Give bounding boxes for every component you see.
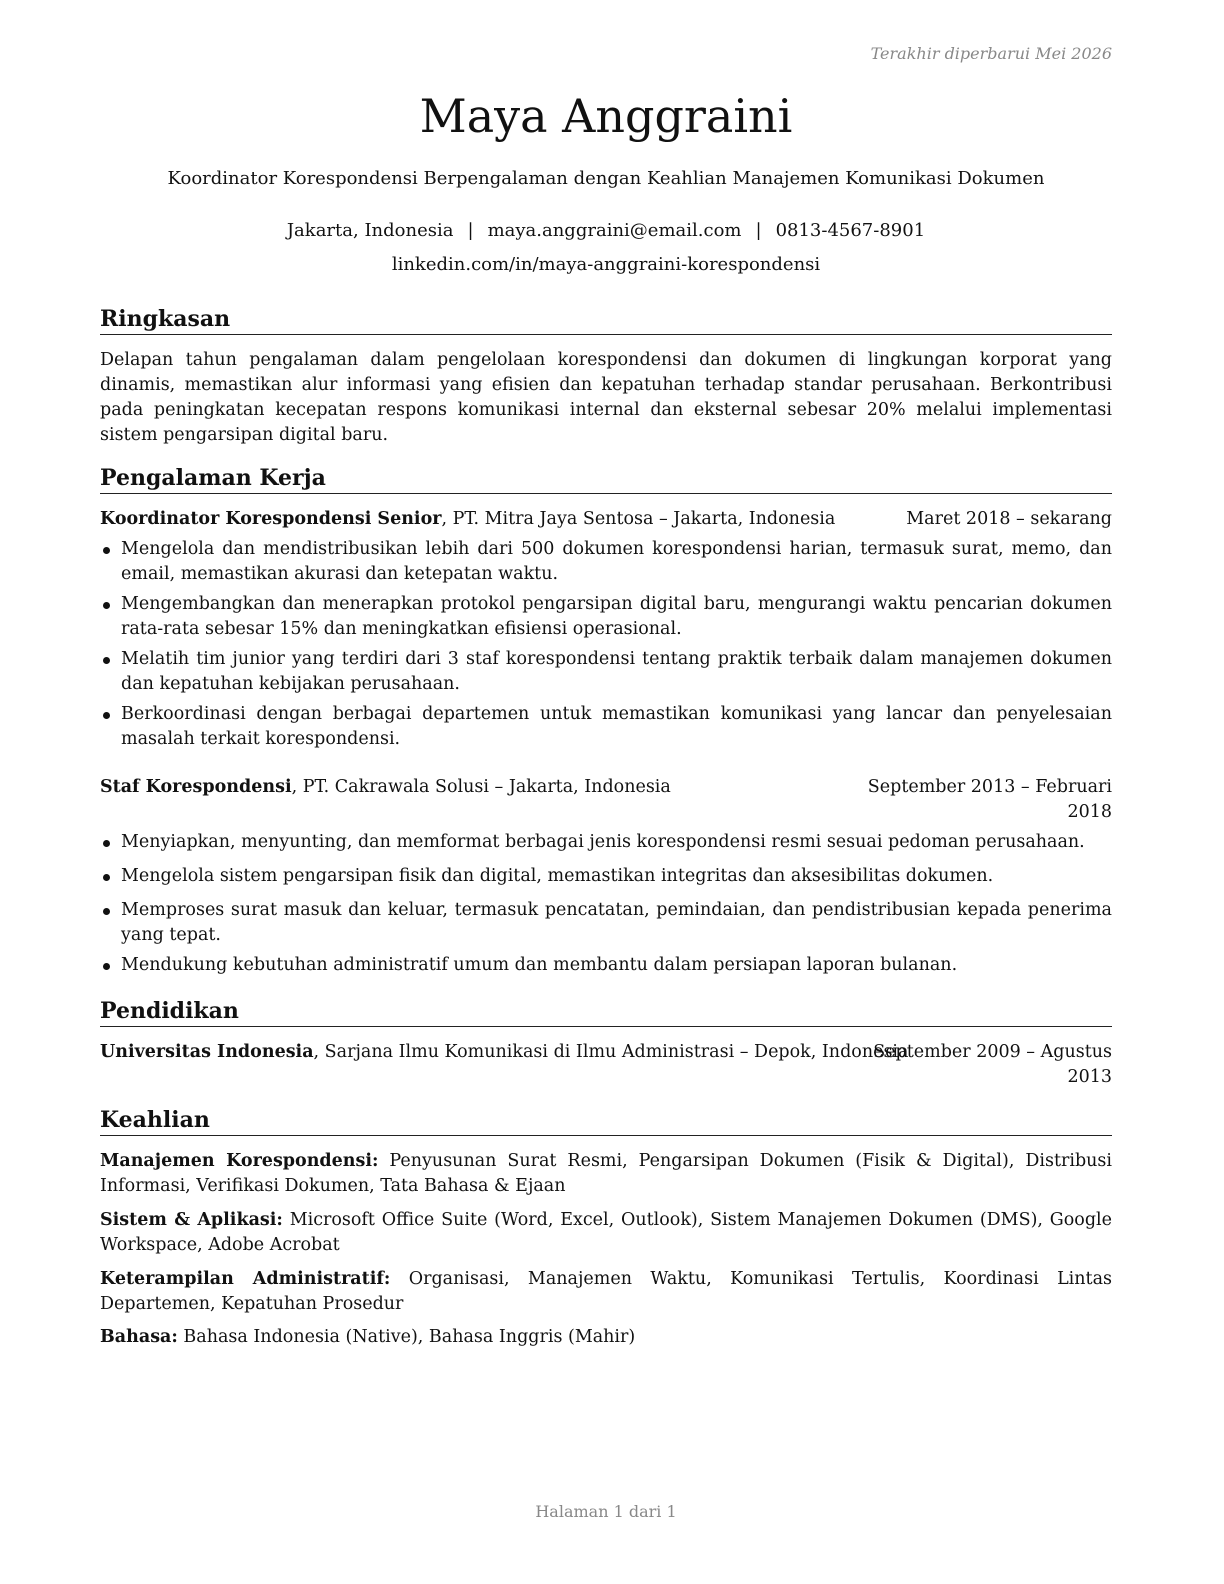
skill-value: Organisasi, Manajemen Waktu, Komunikasi Tertulis, Koordinasi Lintas Departemen, Kepatuhan Prosedur [100,1269,1112,1314]
skill-label: Bahasa: [100,1327,178,1347]
list-item: Mengelola dan mendistribusikan lebih dari 500 dokumen korespondensi harian, termasuk surat, memo, dan email, memastikan akurasi dan ketepatan waktu. [100,537,1112,587]
skill-row [100,1325,1112,1350]
job-company: , PT. Cakrawala Solusi – Jakarta, Indonesia [291,777,671,797]
job-dates-line: 2018 [1067,802,1112,822]
job-bullets [100,830,1112,983]
education-dates-line: 2013 [1067,1067,1112,1087]
education-school: Universitas Indonesia [100,1042,314,1062]
contact-separator: | [467,220,474,241]
education-dates [873,1040,1112,1090]
skill-label: Keterampilan Administratif: [100,1269,391,1289]
section-title-experience: Pengalaman Kerja [100,465,1112,494]
resume-page [100,0,1112,1584]
list-item: Mendukung kebutuhan administratif umum dan membantu dalam persiapan laporan bulanan. [100,953,1112,978]
skill-row [100,1208,1112,1258]
skill-row [100,1267,1112,1317]
contact-phone: 0813-4567-8901 [775,220,926,241]
skill-row [100,1149,1112,1199]
list-item: Memproses surat masuk dan keluar, termasuk pencatatan, pemindaian, dan pendistribusian kepada penerima yang tepat. [100,898,1112,948]
list-item: Berkoordinasi dengan berbagai departemen untuk memastikan komunikasi yang lancar dan penyelesaian masalah terkait korespondensi. [100,702,1112,752]
section-title-education: Pendidikan [100,998,1112,1027]
education-degree: , Sarjana Ilmu Komunikasi di Ilmu Administrasi – Depok, Indonesia [313,1042,909,1062]
skill-value: Microsoft Office Suite (Word, Excel, Outlook), Sistem Manajemen Dokumen (DMS), Google Workspace, Adobe Acrobat [100,1210,1112,1255]
contact-location: Jakarta, Indonesia [286,220,454,241]
job-company: , PT. Mitra Jaya Sentosa – Jakarta, Indonesia [441,509,836,529]
job-dates [868,775,1112,825]
summary-text: Delapan tahun pengalaman dalam pengelolaan korespondensi dan dokumen di lingkungan korporat yang dinamis, memastikan alur informasi yang efisien dan kepatuhan terhadap standar perusahaan. Berkontribusi pada peningkatan kecepatan respons komunikasi internal dan eksternal sebesar 20% melalui implementasi sistem pengarsipan digital baru. [100,350,1112,445]
page-number: Halaman 1 dari 1 [535,1502,677,1521]
section-title-skills: Keahlian [100,1107,1112,1136]
job-header [100,507,1112,532]
skill-value: Bahasa Indonesia (Native), Bahasa Inggris (Mahir) [177,1327,636,1347]
job-header [100,775,1112,825]
list-item: Mengembangkan dan menerapkan protokol pengarsipan digital baru, mengurangi waktu pencarian dokumen rata-rata sebesar 15% dan meningkatkan efisiensi operasional. [100,592,1112,642]
education-dates-line: September 2009 – Agustus [873,1042,1112,1062]
linkedin-link[interactable]: linkedin.com/in/maya-anggraini-korespondensi [391,254,821,275]
education-entry [100,1040,1112,1090]
job-dates-line: September 2013 – Februari [867,777,1112,797]
job-role: Staf Korespondensi [100,777,292,797]
list-item: Menyiapkan, menyunting, dan memformat berbagai jenis korespondensi resmi sesuai pedoman perusahaan. [100,830,1112,855]
contact-email[interactable]: maya.anggraini@email.com [487,220,742,241]
job-bullets [100,537,1112,757]
list-item: Mengelola sistem pengarsipan fisik dan digital, memastikan integritas dan aksesibilitas dokumen. [100,864,1112,889]
job-dates: Maret 2018 – sekarang [906,509,1112,529]
contact-line [100,219,1112,243]
last-updated-note: Terakhir diperbarui Mei 2026 [870,44,1112,63]
skill-value: Penyusunan Surat Resmi, Pengarsipan Dokumen (Fisik & Digital), Distribusi Informasi, Verifikasi Dokumen, Tata Bahasa & Ejaan [100,1151,1112,1196]
education-school-degree [100,1040,908,1065]
skill-label: Sistem & Aplikasi: [100,1210,283,1230]
job-title-company [100,775,671,800]
candidate-name: Maya Anggraini [419,89,793,143]
skill-label: Manajemen Korespondensi: [100,1151,379,1171]
contact-separator: | [755,220,762,241]
list-item: Melatih tim junior yang terdiri dari 3 staf korespondensi tentang praktik terbaik dalam manajemen dokumen dan kepatuhan kebijakan perusahaan. [100,647,1112,697]
candidate-headline: Koordinator Korespondensi Berpengalaman dengan Keahlian Manajemen Komunikasi Dokumen [167,168,1045,189]
job-role: Koordinator Korespondensi Senior [100,509,442,529]
job-title-company [100,507,835,532]
section-title-summary: Ringkasan [100,306,1112,335]
